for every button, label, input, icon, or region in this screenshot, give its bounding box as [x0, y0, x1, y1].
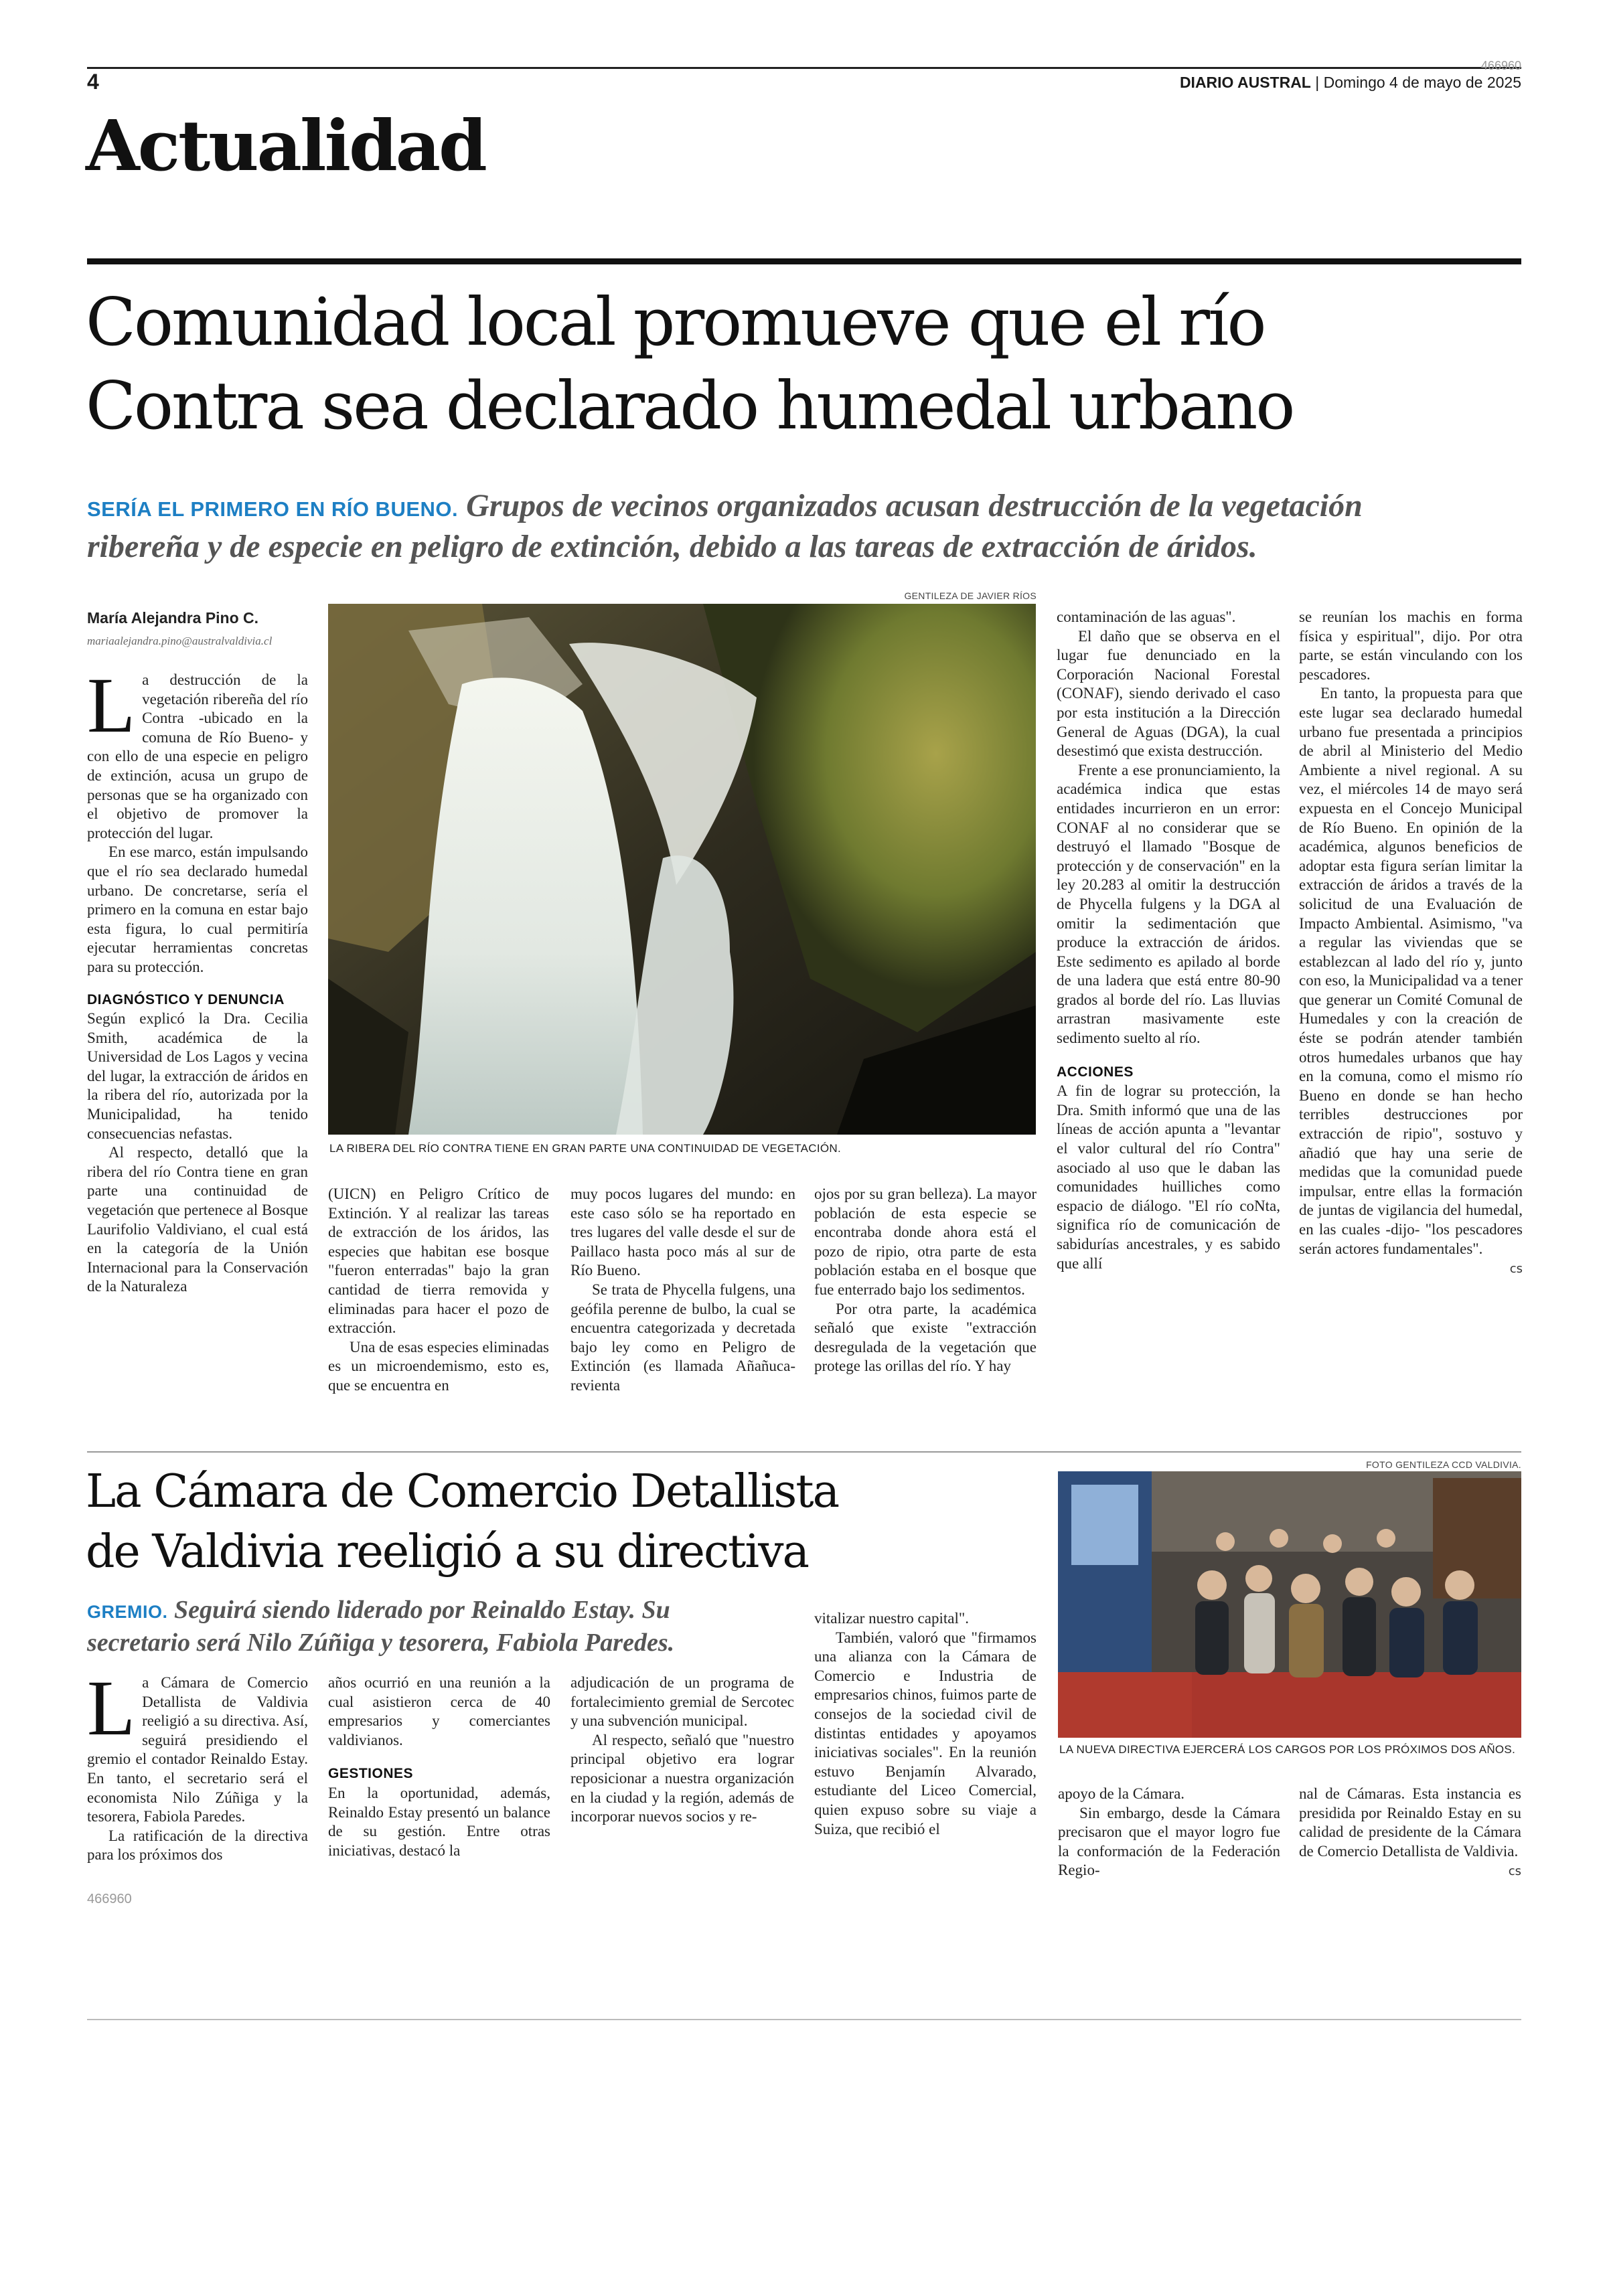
article1-subhead-acciones: ACCIONES [1057, 1064, 1134, 1080]
article2-headline [86, 1462, 1063, 1582]
top-rule [87, 67, 1521, 69]
article1-email[interactable]: mariaalejandra.pino@australvaldivia.cl [87, 635, 273, 647]
article1-photo-caption: LA RIBERA DEL RÍO CONTRA TIENE EN GRAN PARTE UNA CONTINUIDAD DE VEGETACIÓN. [329, 1142, 842, 1155]
article1-col5-p2: El daño que se observa en el lugar fue denunciado en la Corporación Nacional Forestal (CONAF), siendo derivado el caso por esta institución a la Dirección General de Aguas (DGA), la cual desestimó que exista destrucción. [1057, 627, 1280, 760]
article1-col3-p1: muy pocos lugares del mundo: en este caso sólo se ha reportado en tres lugares del valle desde el sur de Paillaco hasta poco más al sur de Río Bueno. [570, 1185, 795, 1279]
article2-column1 [87, 1664, 308, 1865]
article1-photo-credit: GENTILEZA DE JAVIER RÍOS [904, 590, 1037, 601]
header-ref-code: 466960 [1480, 59, 1521, 72]
article2-column6 [1299, 1785, 1521, 1882]
issue-date: Domingo 4 de mayo de 2025 [1323, 74, 1521, 91]
article2-end-mark: cs [1508, 1864, 1521, 1879]
article2-column4 [814, 1609, 1037, 1839]
article1-deck-line2: ribereña y de especie en peligro de extinción, debido a las tareas de extracción de áridos. [87, 529, 1257, 564]
article2-dropcap: L [87, 1664, 136, 1752]
section-title: Actualidad [86, 104, 485, 187]
article1-col5-p1: contaminación de las aguas". [1057, 608, 1236, 625]
article2-headline-line1: La Cámara de Comercio Detallista [86, 1465, 839, 1518]
article2-col4-p1: vitalizar nuestro capital". [814, 1610, 969, 1627]
article1-col4-p1: ojos por su gran belleza). La mayor población de esta especie se encontraba donde ahora está el pozo de ripio, otra parte de esta población estaba en el bosque que fue enterrado bajo los sedimentos. [814, 1185, 1037, 1298]
article2-col3-p2: Al respecto, señaló que "nuestro principal objetivo era lograr reposicionar a nuestra organización en la ciudad y la región, además de incorporar nuevos socios y re- [570, 1731, 794, 1825]
waterfall-image [328, 604, 1036, 1135]
article2-kicker: GREMIO. [87, 1602, 168, 1622]
article2-col1-p2: La ratificación de la directiva para los próximos dos [87, 1827, 308, 1864]
article1-column2 [328, 1185, 549, 1396]
article2-deck-line1: Seguirá siendo liderado por Reinaldo Estay. Su [174, 1596, 670, 1624]
article2-col5-p1: apoyo de la Cámara. [1058, 1785, 1185, 1802]
publication-name: DIARIO AUSTRAL [1179, 74, 1311, 91]
publication-info [1180, 74, 1521, 92]
article1-column3 [570, 1185, 795, 1396]
article1-dropcap: L [87, 661, 136, 749]
article1-col3-p2: Se trata de Phycella fulgens, una geófila perenne de bulbo, la cual se encuentra categorizada y decretada bajo ley como en Peligro de Extinción (es llamada Añañuca-revienta [570, 1281, 795, 1394]
directiva-photo [1058, 1471, 1521, 1738]
article2-photo-caption: LA NUEVA DIRECTIVA EJERCERÁ LOS CARGOS POR LOS PRÓXIMOS DOS AÑOS. [1059, 1743, 1516, 1756]
article1-headline-line1: Comunidad local promueve que el río [86, 284, 1265, 361]
article1-col1-p3: Según explicó la Dra. Cecilia Smith, académica de la Universidad de Los Lagos y vecina del lugar, la extracción de áridos en la ribera del río, autorizada por la Municipalidad, ha tenido consecuencias nefastas. [87, 1010, 308, 1142]
article1-col6-p2: En tanto, la propuesta para que este lugar sea declarado humedal urbano fue presentada a principios de abril al Ministerio del Medio Ambiente a nivel regional. A su vez, el miércoles 14 de mayo será expuesta en el Concejo Municipal de Río Bueno. En opinión de la académica, algunos beneficios de adoptar esta figura serían limitar la extracción de áridos a través de la solicitud de una Evaluación de Impacto Ambiental. Asimismo, "va a regular las viviendas que se establezcan al lado del río y, junto con eso, la Municipalidad va a tener que generar un Comité Comunal de Humedales y con la creación de éste se podrán atender también otros humedales urbanos que hay en la comuna, como el mismo río Bueno en donde se han hecho terribles destrucciones por extracción de ripio", sostuvo y añadió que hay una serie de medidas que la comunidad puede impulsar, entre ellas la formación de juntas de vigilancia del humedal, en las cuales -dijo- "los pescadores serán actores fundamentales". [1299, 685, 1523, 1257]
footer-ref-code: 466960 [87, 1892, 132, 1906]
article1-col4-p2: Por otra parte, la académica señaló que existe "extracción desregulada de la vegetación que protege las orillas del río. Y hay [814, 1300, 1037, 1375]
article1-column6 [1299, 608, 1523, 1279]
article2-column3 [570, 1673, 794, 1827]
article2-column5 [1058, 1785, 1280, 1880]
article1-col6-p1: se reunían los machis en forma física y espiritual", dijo. Por otra parte, se están vinculando con los pescadores. [1299, 608, 1523, 683]
article1-deck-line1: Grupos de vecinos organizados acusan destrucción de la vegetación [466, 488, 1363, 523]
article1-col1-p2: En ese marco, están impulsando que el río sea declarado humedal urbano. De concretarse, sería el primero en la comuna en estar bajo esta figura, lo cual permitiría ejecutar herramientas concretas para su protección. [87, 843, 308, 975]
article1-col5-p4: A fin de lograr su protección, la Dra. Smith informó que una de las líneas de acción apunta a "levantar el valor cultural del río Contra" asociado al uso que le daban las comunidades huilliches como espacio de diálogo. "El río coNta, significa río de comunicación de sabidurías ancestrales, y es sabido que allí [1057, 1082, 1280, 1272]
article1-col1-p1: a destrucción de la vegetación ribereña del río Contra -ubicado en la comuna de Río Bueno- y con ello de una especie en peligro de extinción, acusa un grupo de personas que se ha organizado con el objetivo de promover la protección del lugar. [87, 671, 308, 841]
article1-col2-p1: (UICN) en Peligro Crítico de Extinción. Y al realizar las tareas de extracción de los áridos, las especies que habitan ese bosque "fueron enterradas" bajo la gran cantidad de tierra removida y eliminadas para hacer el pozo de extracción. [328, 1185, 549, 1337]
article1-byline: María Alejandra Pino C. [87, 609, 259, 627]
article1-column5 [1057, 608, 1280, 1273]
article-separator [87, 1451, 1521, 1453]
article2-headline-line2: de Valdivia reeligió a su directiva [86, 1526, 809, 1578]
article1-column4 [814, 1185, 1037, 1376]
article2-col3-p1: adjudicación de un programa de fortalecimiento gremial de Sercotec y una subvención municipal. [570, 1674, 794, 1730]
headline-rule [87, 258, 1521, 264]
article2-col5-p2: Sin embargo, desde la Cámara precisaron que el mayor logro fue la conformación de la Federación Regio- [1058, 1804, 1280, 1879]
article2-col2-p1: años ocurrió en una reunión a la cual asistieron cerca de 40 empresarios y comerciantes valdivianos. [328, 1674, 550, 1748]
article1-deck [87, 487, 1527, 566]
article2-subhead-gestiones: GESTIONES [328, 1766, 414, 1782]
article1-col5-p3: Frente a ese pronunciamiento, la académica indica que estas entidades incurrieron en un error: CONAF al no considerar que se destruyó el llamado "Bosque de protección y de conservación" en la ley 20.283 al omitir la destrucción de Phycella fulgens y la DGA al omitir la sedimentación que produce la extracción de áridos. Este sedimento es apilado al borde de una ladera que está entre 80-90 grados al borde del río. Las lluvias arrastran masivamente este sedimento suelto al río. [1057, 761, 1280, 1047]
article1-subhead-diagnostico: DIAGNÓSTICO Y DENUNCIA [87, 991, 285, 1007]
article2-deck-line2: secretario será Nilo Zúñiga y tesorera, Fabiola Paredes. [87, 1629, 675, 1657]
waterfall-photo [328, 604, 1036, 1135]
article2-column2 [328, 1673, 550, 1860]
header-separator: | [1315, 74, 1320, 91]
article2-col1-p1: a Cámara de Comercio Detallista de Valdivia reeligió a su directiva. Así, seguirá presidiendo el gremio el contador Reinaldo Estay. En tanto, el secretario será el economista Nilo Zúñiga y la tesorera, Fabiola Paredes. [87, 1674, 308, 1825]
bottom-rule [87, 2019, 1521, 2020]
article2-deck [87, 1594, 824, 1658]
article1-col2-p2: Una de esas especies eliminadas es un microendemismo, esto es, que se encuentra en [328, 1338, 549, 1394]
meeting-image [1058, 1471, 1521, 1738]
article1-headline-line2: Contra sea declarado humedal urbano [86, 368, 1294, 444]
article2-col4-p2: También, valoró que "firmamos una alianza con la Cámara de Comercio e Industria de empresarios chinos, fuimos parte de consejos de la sociedad civil de distintas entidades y apoyamos iniciativas sociales". En la reunión estuvo Benjamín Alvarado, estudiante del Liceo Comercial, quien expuso sobre su viaje a Suiza, que recibió el [814, 1629, 1037, 1837]
page-number: 4 [87, 70, 99, 94]
article1-column1 [87, 661, 308, 1297]
article2-photo-credit: FOTO GENTILEZA CCD VALDIVIA. [1366, 1459, 1521, 1470]
article2-col6-p1: nal de Cámaras. Esta instancia es presidida por Reinaldo Estay en su calidad de presidente de la Cámara de Comercio Detallista de Valdivia. [1299, 1785, 1521, 1860]
article1-headline [86, 281, 1525, 448]
article1-kicker: SERÍA EL PRIMERO EN RÍO BUENO. [87, 497, 459, 521]
article1-col1-p4: Al respecto, detalló que la ribera del río Contra tiene en gran parte una continuidad de vegetación que pertenece al Bosque Laurifolio Valdiviano, el cual está en la categoría de la Unión Internacional para la Conservación de la Naturaleza [87, 1144, 308, 1295]
article1-end-mark: cs [1509, 1262, 1523, 1277]
article2-col2-p2: En la oportunidad, además, Reinaldo Estay presentó un balance de su gestión. Entre otras iniciativas, destacó la [328, 1784, 550, 1859]
